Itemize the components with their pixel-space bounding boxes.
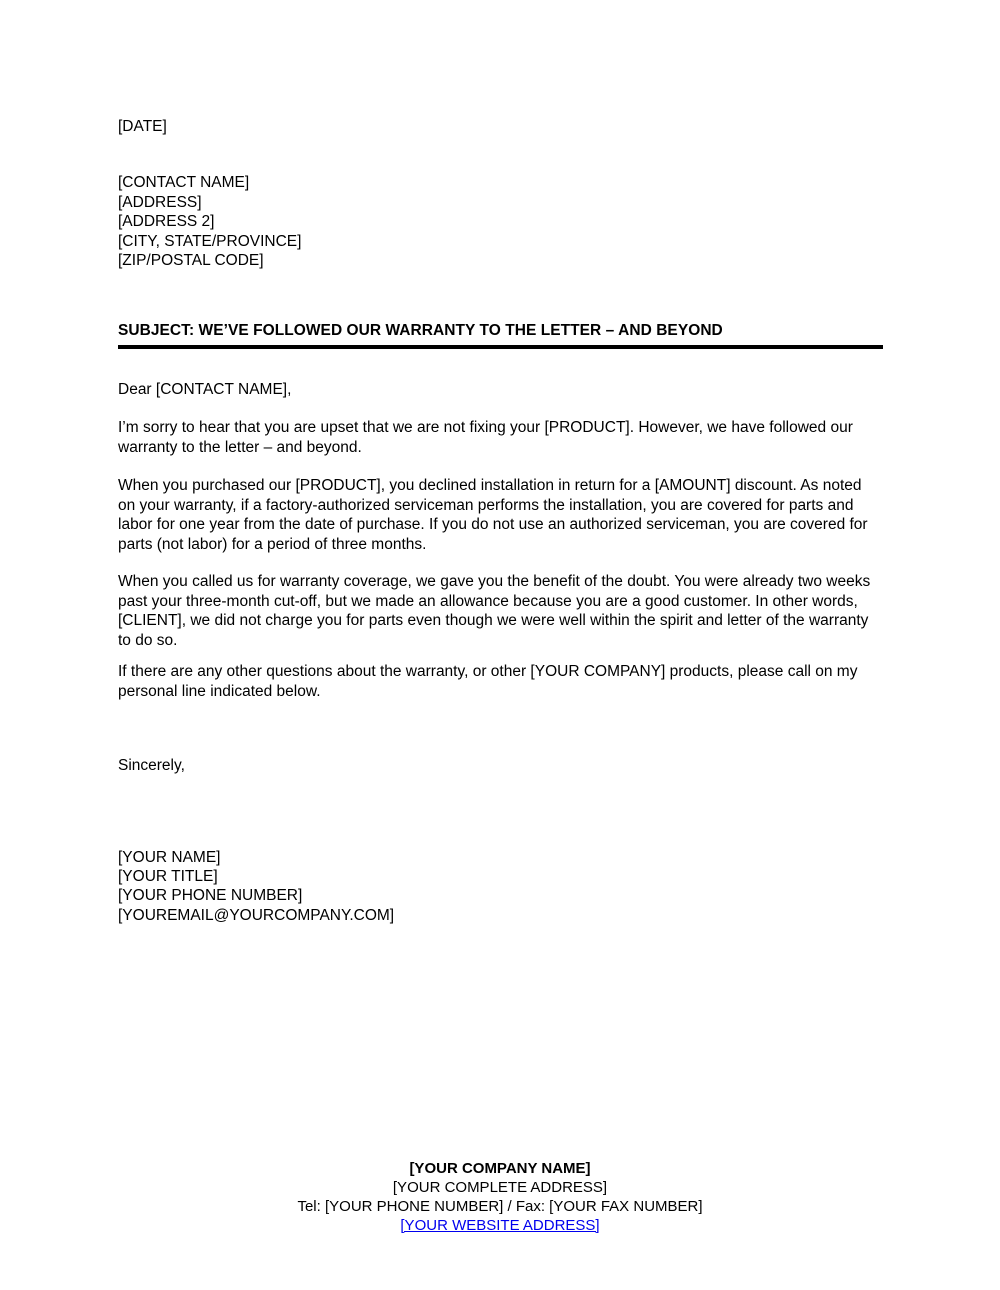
- sender-name: [YOUR NAME]: [118, 849, 221, 866]
- sender-title: [YOUR TITLE]: [118, 868, 218, 886]
- recipient-address-block: [118, 173, 301, 271]
- recipient-city-state: [CITY, STATE/PROVINCE]: [118, 232, 302, 250]
- footer-company-name: [YOUR COMPANY NAME]: [409, 1160, 591, 1177]
- footer-address: [YOUR COMPLETE ADDRESS]: [392, 1179, 608, 1196]
- body-paragraph-4: If there are any other questions about the warranty, or other [YOUR COMPANY] products, please call on my personal line indicated below.: [118, 663, 858, 700]
- recipient-contact-name: [CONTACT NAME]: [118, 174, 250, 191]
- footer-phone-fax: Tel: [YOUR PHONE NUMBER] / Fax: [YOUR FAX NUMBER]: [297, 1198, 703, 1215]
- sender-phone: [YOUR PHONE NUMBER]: [118, 887, 303, 905]
- signature-block: [118, 848, 394, 925]
- subject-line: SUBJECT: WE’VE FOLLOWED OUR WARRANTY TO THE LETTER – AND BEYOND: [118, 322, 723, 339]
- recipient-postal-code: [ZIP/POSTAL CODE]: [118, 252, 264, 269]
- body-paragraph-2: When you purchased our [PRODUCT], you declined installation in return for a [AMOUNT] discount. As noted on your warranty, if a factory-authorized serviceman performs the installation, you are covered for parts and labor for one year from the date of purchase. If you do not use an authorized serviceman, you are covered for parts (not labor) for a period of three months.: [118, 477, 868, 553]
- subject-divider-rule: [118, 345, 883, 349]
- date-placeholder: [DATE]: [118, 118, 167, 135]
- salutation: Dear [CONTACT NAME],: [118, 381, 292, 398]
- page-footer: [0, 1159, 1000, 1235]
- recipient-address-line-2: [ADDRESS 2]: [118, 213, 215, 230]
- body-paragraph-3: When you called us for warranty coverage, we gave you the benefit of the doubt. You were already two weeks past your three-month cut-off, but we made an allowance because you are a good customer. In other words, [CLIENT], we did not charge you for parts even though we were well within the spirit and letter of the warranty to do so.: [118, 573, 871, 649]
- footer-website-link-row: [0, 1216, 1000, 1235]
- footer-website-link[interactable]: [YOUR WEBSITE ADDRESS]: [400, 1217, 600, 1234]
- closing-salutation: Sincerely,: [118, 757, 185, 774]
- body-paragraph-1: I’m sorry to hear that you are upset that we are not fixing your [PRODUCT]. However, we have followed our warranty to the letter – and beyond.: [118, 419, 853, 456]
- sender-email: [YOUREMAIL@YOURCOMPANY.COM]: [118, 906, 395, 924]
- recipient-address-line-1: [ADDRESS]: [118, 193, 202, 211]
